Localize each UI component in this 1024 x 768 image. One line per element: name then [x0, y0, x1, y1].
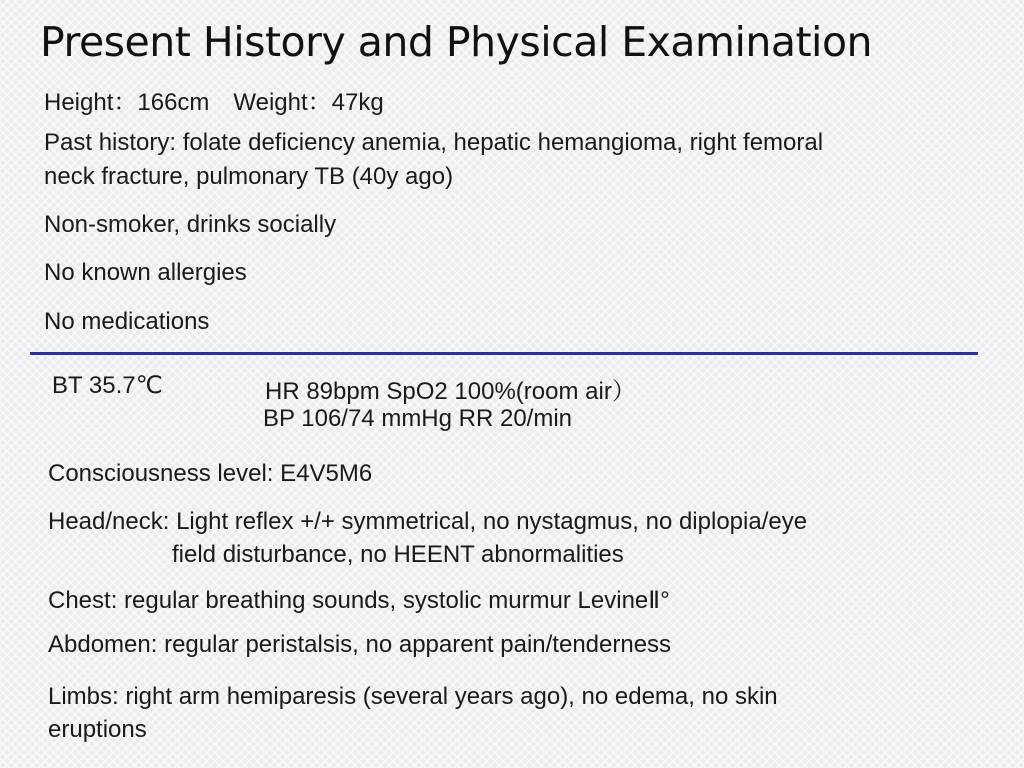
vital-bt: BT 35.7℃	[52, 372, 163, 399]
height-weight: Height：166cm Weight：47kg	[44, 89, 384, 116]
past-history-line-1: Past history: folate deficiency anemia, hepatic hemangioma, right femoral	[44, 129, 824, 156]
limbs-line-2: eruptions	[48, 716, 147, 743]
vital-bp-rr: BP 106/74 mmHg RR 20/min	[263, 405, 573, 432]
slide-title: Present History and Physical Examination	[40, 18, 873, 66]
limbs-line-1: Limbs: right arm hemiparesis (several years ago), no edema, no skin	[48, 683, 778, 710]
social-history: Non-smoker, drinks socially	[44, 211, 337, 238]
section-divider	[30, 352, 978, 355]
abdomen-exam: Abdomen: regular peristalsis, no apparent pain/tenderness	[48, 631, 672, 658]
allergies: No known allergies	[44, 259, 247, 286]
consciousness-level: Consciousness level: E4V5M6	[48, 460, 373, 487]
head-neck-line-2: field disturbance, no HEENT abnormalities	[172, 541, 624, 568]
chest-exam: Chest: regular breathing sounds, systolic murmur LevineⅡ°	[48, 587, 670, 614]
vital-hr-spo2: HR 89bpm SpO2 100%(room air）	[265, 378, 636, 405]
head-neck-line-1: Head/neck: Light reflex +/+ symmetrical, no nystagmus, no diplopia/eye	[48, 508, 808, 535]
medications: No medications	[44, 308, 210, 335]
past-history-line-2: neck fracture, pulmonary TB (40y ago)	[44, 163, 454, 190]
